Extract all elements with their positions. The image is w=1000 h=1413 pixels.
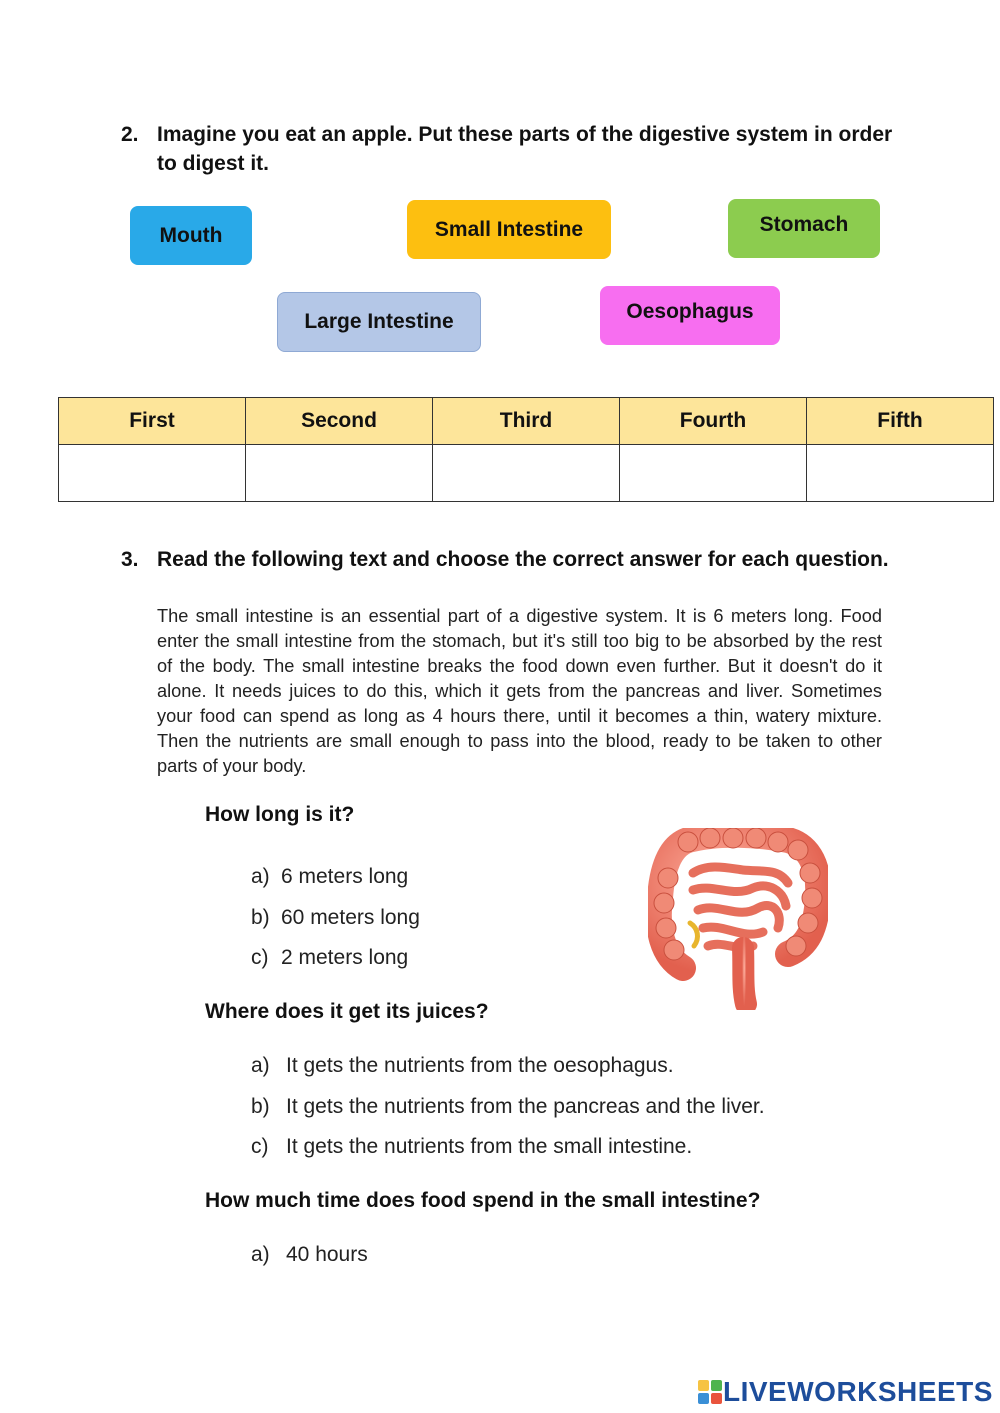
option-letter: a)	[251, 1054, 270, 1077]
header-first: First	[59, 398, 246, 445]
option-1a[interactable]	[251, 865, 408, 889]
option-3a[interactable]	[251, 1243, 368, 1267]
intestine-illustration-icon	[648, 828, 828, 1010]
drop-slot-fifth[interactable]	[807, 445, 994, 502]
header-third: Third	[433, 398, 620, 445]
option-2a[interactable]	[251, 1054, 674, 1078]
question-2-text: Imagine you eat an apple. Put these parts of the digestive system in order to digest it.	[157, 123, 893, 175]
option-text: It gets the nutrients from the pancreas and the liver.	[286, 1095, 765, 1118]
chip-large-intestine[interactable]: Large Intestine	[277, 292, 481, 352]
drop-slot-third[interactable]	[433, 445, 620, 502]
question-3-number: 3.	[121, 548, 139, 571]
question-2-number: 2.	[121, 123, 139, 146]
order-table-header-row	[59, 398, 994, 445]
option-letter: b)	[251, 1095, 270, 1118]
sub-question-2: Where does it get its juices?	[205, 1000, 489, 1023]
chip-stomach[interactable]: Stomach	[728, 199, 880, 258]
order-table	[58, 397, 994, 502]
reading-passage: The small intestine is an essential part of a digestive system. It is 6 meters long. Food enter the small intestine from the stomach, but it's still too big to be absorbed by the rest of the body. The small intestine breaks the food down even further. But it doesn't do it alone. It needs juices to do this, which it gets from the pancreas and liver. Sometimes your food can spend as long as 4 hours there, until it becomes a thin, watery mixture. Then the nutrients are small enough to pass into the blood, ready to be taken to other parts of your body.	[157, 606, 882, 776]
liveworksheets-wordmark: LIVEWORKSHEETS	[723, 1376, 993, 1407]
option-text: It gets the nutrients from the small intestine.	[286, 1135, 693, 1158]
option-text: 40 hours	[286, 1243, 368, 1266]
header-fourth: Fourth	[620, 398, 807, 445]
chip-mouth[interactable]: Mouth	[130, 206, 252, 265]
option-letter: a)	[251, 865, 270, 888]
drop-slot-first[interactable]	[59, 445, 246, 502]
option-2c[interactable]	[251, 1135, 692, 1159]
liveworksheets-icon	[697, 1379, 723, 1405]
option-2b[interactable]	[251, 1095, 765, 1119]
drop-slot-second[interactable]	[246, 445, 433, 502]
option-1c[interactable]	[251, 946, 408, 970]
option-letter: b)	[251, 906, 270, 929]
chip-oesophagus[interactable]: Oesophagus	[600, 286, 780, 345]
liveworksheets-logo	[697, 1376, 993, 1408]
chip-small-intestine[interactable]: Small Intestine	[407, 200, 611, 259]
option-letter: c)	[251, 946, 269, 969]
option-text: 6 meters long	[281, 865, 409, 888]
option-text: 2 meters long	[281, 946, 409, 969]
option-letter: a)	[251, 1243, 270, 1266]
option-text: 60 meters long	[281, 906, 420, 929]
header-fifth: Fifth	[807, 398, 994, 445]
sub-question-3: How much time does food spend in the small intestine?	[205, 1189, 761, 1212]
question-3-text: Read the following text and choose the correct answer for each question.	[157, 548, 889, 571]
header-second: Second	[246, 398, 433, 445]
sub-question-1: How long is it?	[205, 803, 355, 826]
option-1b[interactable]	[251, 906, 420, 930]
option-text: It gets the nutrients from the oesophagus.	[286, 1054, 674, 1077]
drop-slot-fourth[interactable]	[620, 445, 807, 502]
option-letter: c)	[251, 1135, 269, 1158]
order-table-drop-row	[59, 445, 994, 502]
